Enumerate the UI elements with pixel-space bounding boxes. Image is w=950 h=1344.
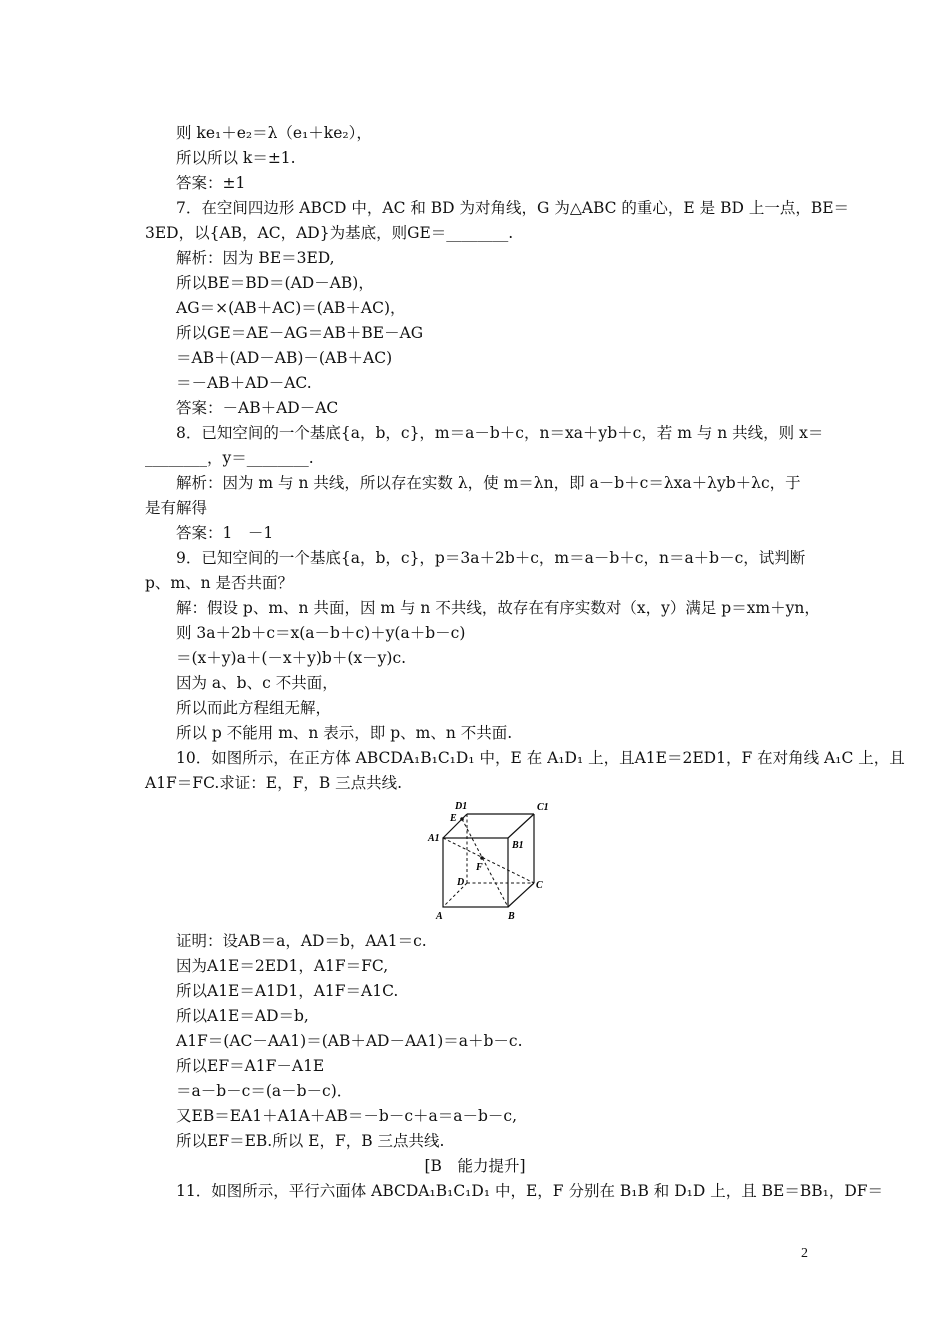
text-line: 解：假设 p、m、n 共面，因 m 与 n 不共线，故存在有序实数对（x，y）满足 p＝xm＋yn， — [176, 599, 820, 617]
text-line: 9．已知空间的一个基底{a，b，c}，p＝3a＋2b＋c，m＝a－b＋c，n＝a＋b－c，试判断 — [176, 549, 806, 567]
cube-figure — [424, 798, 554, 926]
vertex-label: A — [436, 911, 443, 922]
text-line: ＝－AB＋AD－AC. — [176, 374, 312, 392]
text-line: AG＝×(AB＋AC)＝(AB＋AC)， — [176, 299, 406, 317]
page-number: 2 — [801, 1246, 808, 1261]
text-line: 7．在空间四边形 ABCD 中，AC 和 BD 为对角线，G 为△ABC 的重心，E 是 BD 上一点，BE＝ — [176, 199, 850, 217]
vertex-label: D1 — [455, 801, 468, 812]
text-line: 所以 p 不能用 m、n 表示，即 p、m、n 不共面. — [176, 724, 513, 742]
text-line: 3ED，以{AB，AC，AD}为基底，则GE＝________. — [145, 224, 514, 242]
text-line: ＝AB＋(AD－AB)－(AB＋AC) — [176, 349, 393, 367]
text-line: 解析：因为 m 与 n 共线，所以存在实数 λ，使 m＝λn，即 a－b＋c＝λxa＋λyb＋λc，于 — [176, 474, 801, 492]
vertex-label: C1 — [537, 802, 549, 813]
text-line: 所以EF＝A1F－A1E — [176, 1057, 325, 1075]
text-line: 所以所以 k＝±1. — [176, 149, 296, 167]
text-line: 所以GE＝AE－AG＝AB＋BE－AG — [176, 324, 424, 342]
text-line: 所以A1E＝AD＝b, — [176, 1007, 309, 1025]
text-line: 因为A1E＝2ED1，A1F＝FC, — [176, 957, 389, 975]
text-line: 解析：因为 BE＝3ED, — [176, 249, 335, 267]
vertex-label: B — [508, 911, 515, 922]
text-line: ＝a－b－c＝(a－b－c)． — [176, 1082, 353, 1100]
text-line: 则 ke₁＋e₂＝λ（e₁＋ke₂）， — [176, 124, 372, 142]
text-line: 所以EF＝EB.所以 E，F，B 三点共线. — [176, 1132, 445, 1150]
text-line: 则 3a＋2b＋c＝x(a－b＋c)＋y(a＋b－c) — [176, 624, 466, 642]
vertex-label: A1 — [428, 833, 440, 844]
text-line: 所以而此方程组无解， — [176, 699, 332, 717]
vertex-label: B1 — [512, 840, 524, 851]
text-line: 又EB＝EA1＋A1A＋AB＝－b－c＋a＝a－b－c, — [176, 1107, 518, 1125]
text-line: ＝(x＋y)a＋(－x＋y)b＋(x－y)c. — [176, 649, 407, 667]
vertex-label: D — [457, 877, 465, 888]
text-line: ________，y＝________. — [145, 449, 314, 467]
text-line: p、m、n 是否共面？ — [145, 574, 294, 592]
text-line: 是有解得 — [145, 499, 208, 517]
text-line: 答案：－AB＋AD－AC — [176, 399, 339, 417]
text-line: 答案：1 －1 — [176, 524, 274, 542]
text-line: A1F＝FC.求证：E，F，B 三点共线. — [145, 774, 403, 792]
section-heading: [B 能力提升] — [424, 1157, 526, 1175]
vertex-label: C — [536, 880, 543, 891]
vertex-label: F — [476, 862, 483, 873]
text-line: 8．已知空间的一个基底{a，b，c}，m＝a－b＋c，n＝xa＋yb＋c，若 m 与 n 共线，则 x＝ — [176, 424, 824, 442]
text-line: 所以BE＝BD＝(AD－AB)， — [176, 274, 374, 292]
text-line: A1F＝(AC－AA1)＝(AB＋AD－AA1)＝a＋b－c. — [176, 1032, 523, 1050]
text-line: 答案：±1 — [176, 174, 246, 192]
vertex-label: E — [450, 813, 457, 824]
text-line: 11．如图所示，平行六面体 ABCDA₁B₁C₁D₁ 中，E，F 分别在 B₁B 和 D₁D 上，且 BE＝BB₁，DF＝ — [176, 1182, 884, 1200]
text-line: 因为 a、b、c 不共面， — [176, 674, 338, 692]
text-line: 所以A1E＝A1D1，A1F＝A1C. — [176, 982, 399, 1000]
text-line: 10．如图所示，在正方体 ABCDA₁B₁C₁D₁ 中，E 在 A₁D₁ 上，且A1E＝2ED1，F 在对角线 A₁C 上，且 — [176, 749, 905, 767]
text-line: 证明：设AB＝a，AD＝b，AA1＝c. — [176, 932, 427, 950]
